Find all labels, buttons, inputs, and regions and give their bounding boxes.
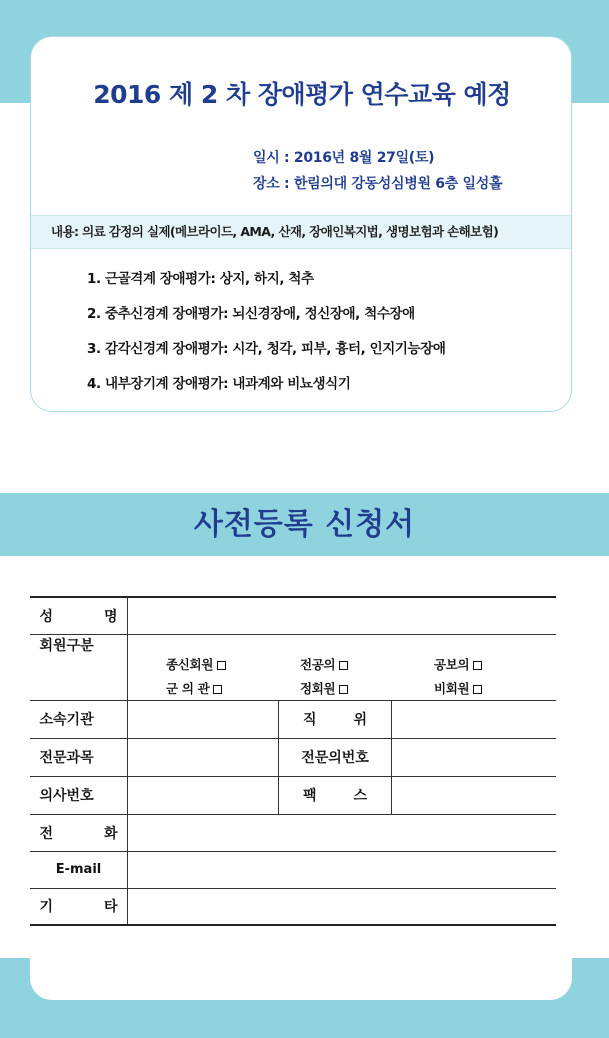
specialty-label: 전문과목 (30, 738, 128, 776)
member-option-public-health[interactable]: 공보의 (426, 655, 556, 673)
member-option-military[interactable]: 군 의 관 (166, 679, 296, 697)
topic-item: 1. 근골격계 장애평가: 상지, 하지, 척추 (87, 271, 314, 287)
specialist-number-field[interactable] (392, 738, 557, 776)
event-content: 내용: 의료 감정의 실제(메브라이드, AMA, 산재, 장애인복지법, 생명보험과 손해보험) (31, 215, 571, 249)
topic-item: 2. 중추신경계 장애평가: 뇌신경장애, 정신장애, 척수장애 (87, 306, 415, 322)
other-field[interactable] (128, 888, 557, 925)
member-type-field (128, 634, 557, 700)
fax-field[interactable] (392, 776, 557, 814)
email-field[interactable] (128, 851, 557, 888)
name-label: 성 명 (30, 597, 128, 634)
checkbox-icon[interactable] (473, 685, 482, 694)
event-info-card (30, 36, 572, 412)
member-option-non-member[interactable]: 비회원 (426, 679, 556, 697)
member-option-resident[interactable]: 전공의 (296, 655, 426, 673)
license-number-field[interactable] (128, 776, 279, 814)
event-place: 장소 : 한림의대 강동성심병원 6층 일성홀 (253, 176, 503, 192)
topic-item: 4. 내부장기계 장애평가: 내과계와 비뇨생식기 (87, 376, 351, 392)
bottom-card (30, 938, 572, 1000)
event-title: 2016 제 2 차 장애평가 연수교육 예정 (93, 80, 511, 109)
registration-title: 사전등록 신청서 (193, 507, 416, 542)
other-label: 기 타 (30, 888, 128, 925)
specialist-number-label: 전문의번호 (279, 738, 392, 776)
member-option-lifetime[interactable]: 종신회원 (166, 655, 296, 673)
event-date: 일시 : 2016년 8월 27일(토) (253, 150, 435, 166)
fax-label: 팩 스 (279, 776, 392, 814)
checkbox-icon[interactable] (213, 685, 222, 694)
email-label: E-mail (30, 851, 128, 888)
registration-header (0, 493, 609, 556)
member-type-label: 회원구분 (30, 634, 128, 700)
affiliation-label: 소속기관 (30, 700, 128, 738)
phone-field[interactable] (128, 814, 557, 851)
checkbox-icon[interactable] (217, 661, 226, 670)
topic-list (87, 267, 445, 407)
phone-label: 전 화 (30, 814, 128, 851)
checkbox-icon[interactable] (339, 685, 348, 694)
registration-form (30, 596, 556, 926)
checkbox-icon[interactable] (473, 661, 482, 670)
license-number-label: 의사번호 (30, 776, 128, 814)
name-field[interactable] (128, 597, 557, 634)
affiliation-field[interactable] (128, 700, 279, 738)
topic-item: 3. 감각신경계 장애평가: 시각, 청각, 피부, 흉터, 인지기능장애 (87, 341, 446, 357)
position-field[interactable] (392, 700, 557, 738)
checkbox-icon[interactable] (339, 661, 348, 670)
position-label: 직 위 (279, 700, 392, 738)
specialty-field[interactable] (128, 738, 279, 776)
member-option-regular[interactable]: 정회원 (296, 679, 426, 697)
